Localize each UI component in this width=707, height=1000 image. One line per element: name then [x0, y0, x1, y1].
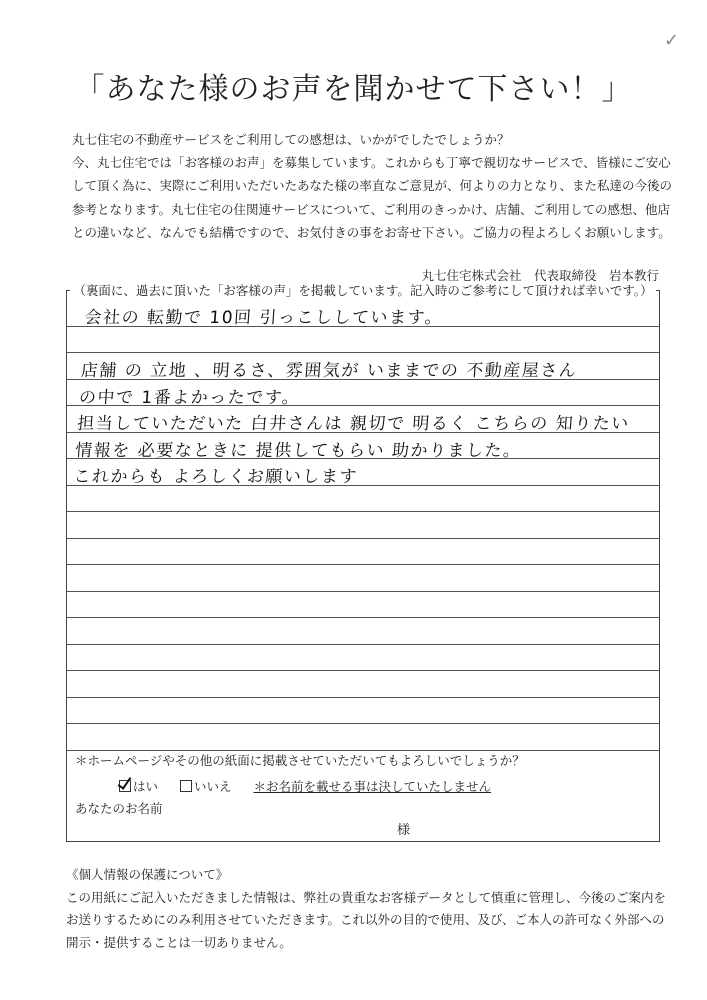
privacy-notice — [66, 864, 686, 954]
ruled-line — [67, 511, 659, 512]
page-title: 「あなた様のお声を聞かせて下さい！」 — [74, 72, 633, 107]
form-note: （裏面に、過去に頂いた「お客様の声」を掲載しています。記入時のご参考にして頂ければ幸いです。） — [67, 281, 659, 299]
ruled-line — [67, 591, 659, 592]
privacy-line: 開示・提供することは一切ありません。 — [66, 934, 292, 950]
name-notice: ＊お名前を載せる事は決していたしません — [253, 779, 492, 794]
check-mark-icon: ✓ — [664, 30, 680, 51]
intro-line: 参考となります。丸七住宅の住関連サービスについて、ご利用のきっかけ、店舗、ご利用しての感想、他店 — [72, 201, 671, 217]
honorific-suffix: 様 — [397, 823, 411, 838]
comment-line: これからも よろしくお願いします — [72, 467, 359, 487]
intro-line: との違いなど、なんでも結構ですので、お気付きの事をお寄せ下さい。ご協力の程よろしくお願いします。 — [72, 224, 671, 240]
ruled-line — [67, 697, 659, 698]
ruled-line — [67, 617, 659, 618]
privacy-line: この用紙にご記入いただきました情報は、弊社の貴重なお客様データとして慎重に管理し、今後のご案内を — [66, 889, 667, 905]
comment-line: 店舗 の 立地 、明るさ、雰囲気が いままでの 不動産屋さん — [80, 361, 578, 381]
comment-line: 情報を 必要なときに 提供してもらい 助かりました。 — [74, 440, 523, 461]
intro-line: 今、丸七住宅では「お客様のお声」を募集しています。これからも丁寧で親切なサービスで、皆様にご安心 — [72, 155, 671, 171]
intro-text — [72, 128, 672, 244]
privacy-heading: 《個人情報の保護について》 — [66, 867, 229, 882]
ruled-line — [67, 538, 659, 539]
checkbox-yes[interactable] — [119, 780, 131, 792]
name-label: あなたのお名前 — [75, 801, 163, 816]
ruled-line — [67, 564, 659, 565]
ruled-line — [67, 644, 659, 645]
privacy-line: お送りするためにのみ利用させていただきます。これ以外の目的で使用、及び、ご本人の許可なく外部への — [66, 912, 665, 928]
signature: 丸七住宅株式会社 代表取締役 岩本教行 — [421, 268, 659, 283]
ruled-line — [67, 670, 659, 671]
comment-field[interactable] — [73, 305, 666, 491]
comment-form — [66, 283, 660, 842]
comment-line: 担当していただいた 白井さんは 親切で 明るく こちらの 知りたい — [76, 414, 631, 434]
option-yes[interactable]: はい — [119, 777, 158, 795]
ruled-line — [67, 723, 659, 724]
comment-line — [82, 332, 664, 359]
consent-options — [119, 777, 491, 795]
consent-question: ＊ホームページやその他の紙面に掲載させていただいてもよろしいでしょうか？ — [75, 753, 525, 768]
option-no[interactable]: いいえ — [180, 777, 232, 795]
comment-line: 会社の 転勤で 10回 引っこししています。 — [83, 308, 444, 328]
checkbox-no[interactable] — [180, 780, 192, 792]
intro-line: して頂く為に、実際にご利用いただいたあなた様の率直なご意見が、何よりの力となり、また私達の今後の — [72, 178, 673, 194]
comment-line: の中で 1番よかったです。 — [78, 387, 302, 408]
intro-line: 丸七住宅の不動産サービスをご利用しての感想は、いかがでしたでしょうか？ — [72, 132, 510, 147]
